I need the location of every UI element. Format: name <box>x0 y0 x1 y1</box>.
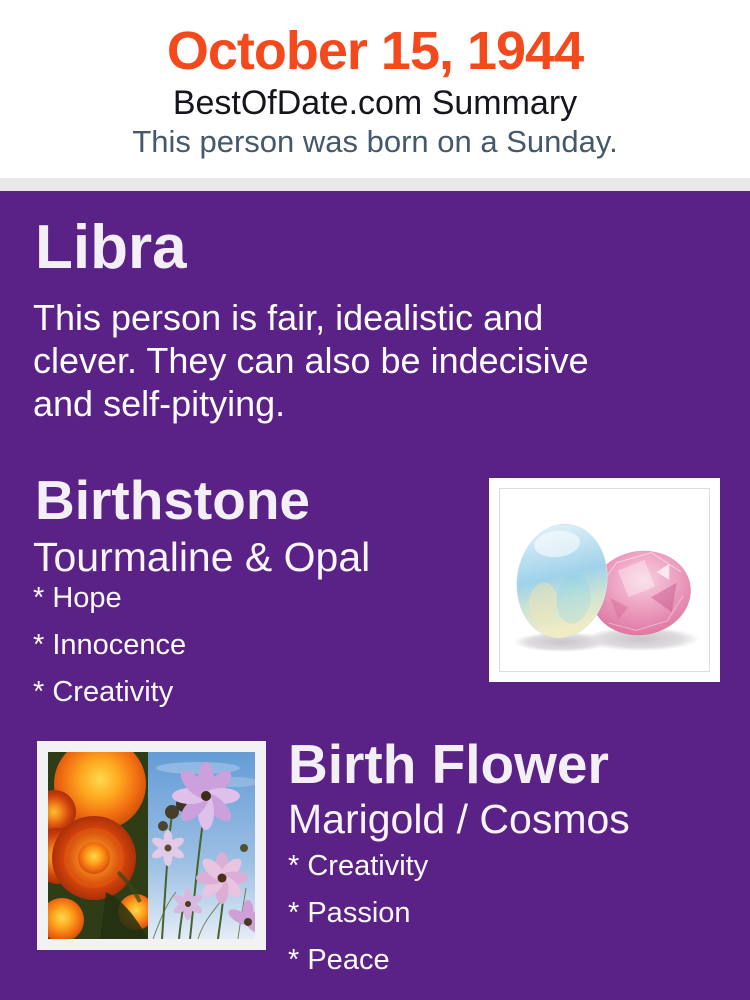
zodiac-sign-title: Libra <box>35 213 187 282</box>
birth-flower-image-frame <box>37 741 266 950</box>
birthstone-trait: * Creativity <box>33 676 174 708</box>
birthstone-image <box>499 488 710 672</box>
cosmos-photo-half <box>148 752 255 939</box>
born-day-note: This person was born on a Sunday. <box>132 124 618 159</box>
birthstone-names: Tourmaline & Opal <box>33 534 371 580</box>
birth-flower-trait: * Peace <box>288 944 390 976</box>
gems-graphic <box>500 489 709 671</box>
birthstone-heading: Birthstone <box>35 469 310 531</box>
birth-flower-trait: * Passion <box>288 897 411 929</box>
opal-gem <box>510 518 615 643</box>
birthstone-trait: * Innocence <box>33 629 187 661</box>
birthstone-trait: * Hope <box>33 582 122 614</box>
birth-flower-names: Marigold / Cosmos <box>288 796 630 842</box>
birth-flower-image <box>48 752 255 939</box>
birth-flower-trait: * Creativity <box>288 850 429 882</box>
birthstone-image-frame <box>489 478 720 682</box>
birthstone-trait-list <box>33 582 186 723</box>
header-divider <box>0 178 750 191</box>
cosmos-flower-mid <box>196 852 248 904</box>
site-summary-title: BestOfDate.com Summary <box>172 84 578 122</box>
birth-flower-trait-list <box>288 850 428 991</box>
marigold-photo-half <box>48 752 154 939</box>
cosmos-flower-large <box>172 762 240 830</box>
date-title: October 15, 1944 <box>166 21 584 81</box>
birth-flower-heading: Birth Flower <box>288 733 609 795</box>
zodiac-description: This person is fair, idealistic and clever. They can also be indecisive and self-pitying. <box>33 297 589 424</box>
